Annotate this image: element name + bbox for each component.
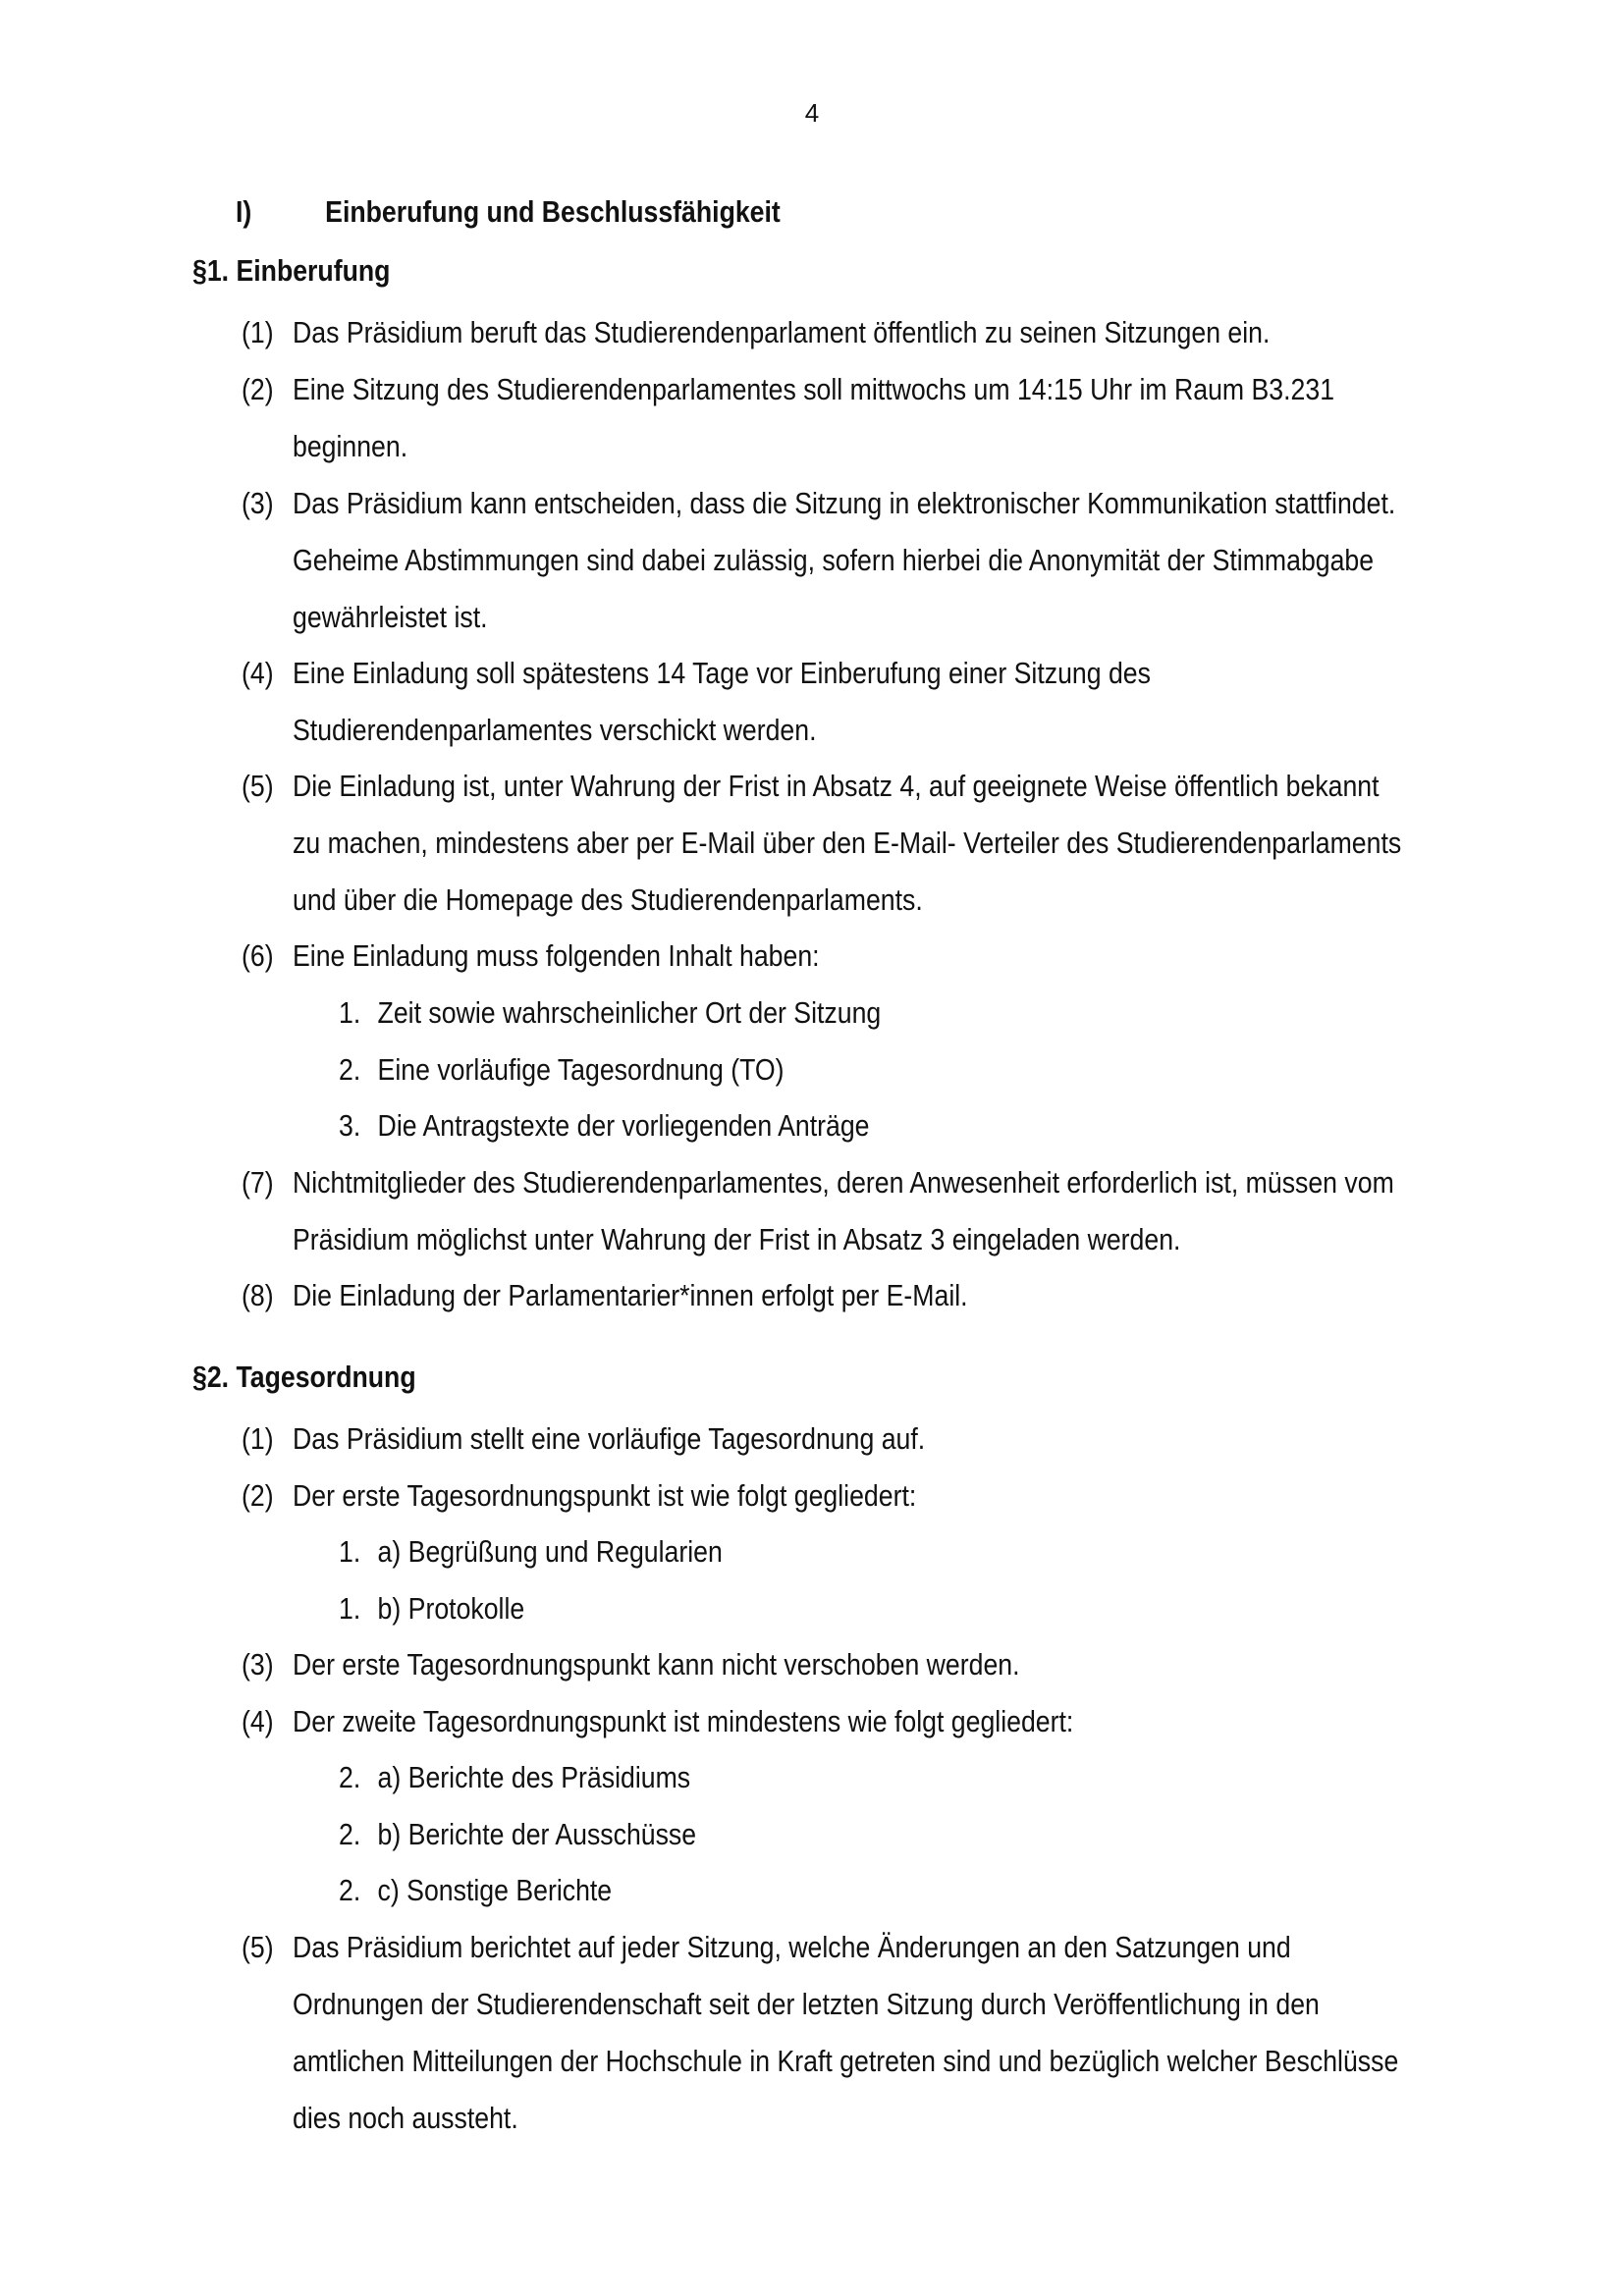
list-item-text: Die Antragstexte der vorliegenden Anträge (377, 1108, 870, 1143)
paragraph-line: Nichtmitglieder des Studierendenparlamentes, deren Anwesenheit erforderlich ist, müssen vom (293, 1165, 1394, 1200)
paragraph-number: (5) (242, 1930, 274, 1964)
list-item-number: 2. (339, 1052, 361, 1087)
paragraph-line: Die Einladung der Parlamentarier*innen erfolgt per E-Mail. (293, 1278, 968, 1312)
paragraph-line: Die Einladung ist, unter Wahrung der Frist in Absatz 4, auf geeignete Weise öffentlich bekannt (293, 769, 1380, 803)
paragraph-line: gewährleistet ist. (293, 600, 488, 634)
list-item-text: a) Berichte des Präsidiums (377, 1760, 691, 1794)
paragraph-1-6 (242, 928, 1435, 985)
paragraph-number: (7) (242, 1165, 274, 1200)
paragraph-2-3 (242, 1636, 1435, 1693)
paragraph-number: (3) (242, 1647, 274, 1682)
list-item (339, 1862, 612, 1919)
paragraph-line: Das Präsidium stellt eine vorläufige Tagesordnung auf. (293, 1421, 926, 1456)
list-item-text: b) Berichte der Ausschüsse (377, 1817, 697, 1851)
paragraph-2-5 (242, 1919, 1435, 2147)
chapter-title: Einberufung und Beschlussfähigkeit (325, 194, 781, 229)
paragraph-number: (1) (242, 315, 274, 349)
section-title-1: §1. Einberufung (192, 253, 391, 288)
list-item-number: 1. (339, 1591, 361, 1626)
paragraph-1-8 (242, 1267, 1435, 1324)
paragraph-1-5 (242, 758, 1435, 929)
paragraph-number: (5) (242, 769, 274, 803)
paragraph-1-2 (242, 361, 1435, 475)
paragraph-number: (6) (242, 938, 274, 973)
list-item (339, 1097, 870, 1154)
paragraph-line: Der erste Tagesordnungspunkt kann nicht verschoben werden. (293, 1647, 1020, 1682)
list-item (339, 985, 881, 1041)
paragraph-line: Der zweite Tagesordnungspunkt ist mindestens wie folgt gegliedert: (293, 1704, 1074, 1738)
paragraph-1-1 (242, 304, 1435, 361)
paragraph-line: Der erste Tagesordnungspunkt ist wie folgt gegliedert: (293, 1478, 917, 1513)
list-item-number: 2. (339, 1760, 361, 1794)
paragraph-number: (8) (242, 1278, 274, 1312)
paragraph-line: Das Präsidium kann entscheiden, dass die Sitzung in elektronischer Kommunikation stattfindet. (293, 486, 1396, 520)
paragraph-number: (4) (242, 656, 274, 690)
paragraph-line: Studierendenparlamentes verschickt werden. (293, 713, 817, 747)
paragraph-1-4 (242, 645, 1435, 759)
paragraph-number: (1) (242, 1421, 274, 1456)
paragraph-line: amtlichen Mitteilungen der Hochschule in Kraft getreten sind und bezüglich welcher Beschlüsse (293, 2044, 1399, 2078)
list-item-text: c) Sonstige Berichte (377, 1873, 613, 1907)
paragraph-2-4 (242, 1693, 1435, 1750)
paragraph-line: Eine Einladung soll spätestens 14 Tage vor Einberufung einer Sitzung des (293, 656, 1151, 690)
paragraph-line: Eine Einladung muss folgenden Inhalt haben: (293, 938, 820, 973)
list-item-text: a) Begrüßung und Regularien (377, 1534, 723, 1569)
list-item-number: 1. (339, 1534, 361, 1569)
paragraph-2-2 (242, 1468, 1435, 1524)
paragraph-line: Eine Sitzung des Studierendenparlamentes soll mittwochs um 14:15 Uhr im Raum B3.231 (293, 372, 1335, 406)
section-title-2: §2. Tagesordnung (192, 1360, 416, 1394)
chapter-heading (236, 194, 781, 230)
paragraph-line: Ordnungen der Studierendenschaft seit der letzten Sitzung durch Veröffentlichung in den (293, 1987, 1320, 2021)
list-item (339, 1806, 696, 1863)
list-item-text: Eine vorläufige Tagesordnung (TO) (377, 1052, 785, 1087)
paragraph-1-3 (242, 475, 1435, 646)
list-item-number: 2. (339, 1873, 361, 1907)
paragraph-number: (2) (242, 1478, 274, 1513)
paragraph-line: Geheime Abstimmungen sind dabei zulässig, sofern hierbei die Anonymität der Stimmabgabe (293, 543, 1375, 577)
paragraph-line: beginnen. (293, 429, 408, 463)
page-number: 4 (804, 98, 820, 128)
paragraph-number: (2) (242, 372, 274, 406)
paragraph-2-1 (242, 1411, 1435, 1468)
list-item (339, 1580, 524, 1637)
list-item (339, 1523, 723, 1580)
paragraph-number: (4) (242, 1704, 274, 1738)
paragraph-line: zu machen, mindestens aber per E-Mail über den E-Mail- Verteiler des Studierendenparlaments (293, 826, 1402, 860)
list-item-text: Zeit sowie wahrscheinlicher Ort der Sitzung (377, 995, 882, 1030)
paragraph-number: (3) (242, 486, 274, 520)
paragraph-line: dies noch aussteht. (293, 2101, 518, 2135)
list-item-text: b) Protokolle (377, 1591, 525, 1626)
paragraph-line: Präsidium möglichst unter Wahrung der Frist in Absatz 3 eingeladen werden. (293, 1222, 1181, 1256)
list-item-number: 1. (339, 995, 361, 1030)
paragraph-line: und über die Homepage des Studierendenparlaments. (293, 882, 923, 917)
paragraph-1-7 (242, 1154, 1435, 1268)
chapter-number: I) (236, 194, 252, 229)
paragraph-line: Das Präsidium beruft das Studierendenparlament öffentlich zu seinen Sitzungen ein. (293, 315, 1271, 349)
paragraph-line: Das Präsidium berichtet auf jeder Sitzung, welche Änderungen an den Satzungen und (293, 1930, 1291, 1964)
list-item-number: 2. (339, 1817, 361, 1851)
list-item (339, 1041, 785, 1098)
list-item (339, 1749, 690, 1806)
list-item-number: 3. (339, 1108, 361, 1143)
